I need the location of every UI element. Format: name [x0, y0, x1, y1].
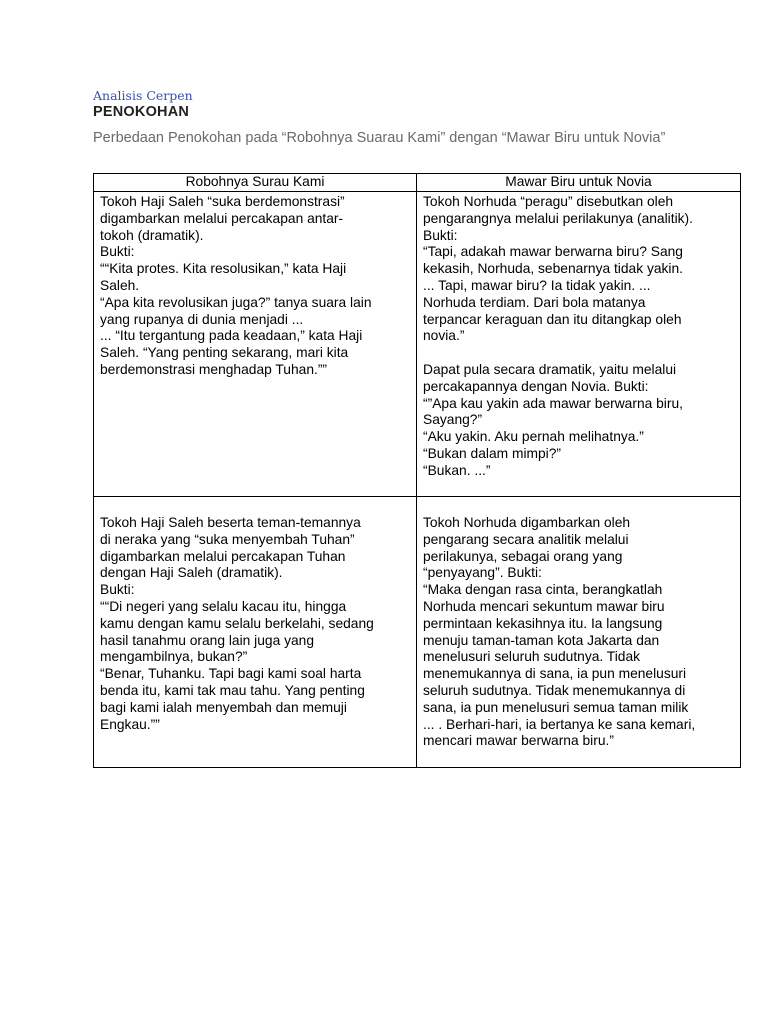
cell-line: percakapannya dengan Novia. Bukti:: [423, 378, 649, 394]
page-title: PENOKOHAN: [93, 104, 190, 120]
cell-line: Saleh. “Yang penting sekarang, mari kita: [100, 345, 349, 361]
cell-line: “Benar, Tuhanku. Tapi bagi kami soal harta: [100, 666, 362, 682]
cell-line: kamu dengan kamu selalu berkelahi, sedang: [100, 615, 374, 631]
cell-line: “Bukan dalam mimpi?”: [423, 445, 562, 461]
cell-line: perilakunya, sebagai orang yang: [423, 548, 623, 564]
cell-line: ... “Itu tergantung pada keadaan,” kata Haji: [100, 328, 363, 344]
cell-line: Tokoh Haji Saleh “suka berdemonstrasi”: [100, 194, 345, 209]
cell-line: ““Di negeri yang selalu kacau itu, hingga: [100, 598, 347, 614]
cell-line: Tokoh Norhuda “peragu” disebutkan oleh: [423, 194, 674, 209]
cell-line: digambarkan melalui percakapan Tuhan: [100, 548, 346, 564]
cell-line: Norhuda terdiam. Dari bola matanya: [423, 294, 646, 310]
cell-line: mengambilnya, bukan?”: [100, 649, 248, 665]
comparison-table: [93, 173, 741, 768]
table-row: [94, 497, 741, 768]
cell-line: “Maka dengan rasa cinta, berangkatlah: [423, 582, 663, 598]
table-cell-row1-right: [417, 192, 741, 497]
cell-line: benda itu, kami tak mau tahu. Yang penting: [100, 682, 365, 698]
cell-line: ... . Berhari-hari, ia bertanya ke sana kemari,: [423, 716, 696, 732]
cell-line: bagi kami ialah menyembah dan memuji: [100, 699, 347, 715]
column-header-mawar-biru: Mawar Biru untuk Novia: [417, 174, 741, 192]
table-cell-row2-left: [94, 497, 417, 768]
cell-line: Sayang?”: [423, 412, 483, 428]
cell-line: menelusuri seluruh sudutnya. Tidak: [423, 649, 641, 665]
cell-line: “Bukan. ...”: [423, 462, 491, 478]
document-label: Analisis Cerpen: [93, 88, 193, 103]
cell-line: “”Apa kau yakin ada mawar berwarna biru,: [423, 395, 683, 411]
cell-line: “penyayang”. Bukti:: [423, 565, 542, 581]
cell-line: tokoh (dramatik).: [100, 227, 204, 243]
column-header-robohnya: Robohnya Surau Kami: [94, 174, 417, 192]
table-cell-row2-right: [417, 497, 741, 768]
cell-line: di neraka yang “suka menyembah Tuhan”: [100, 531, 355, 547]
cell-line: Engkau.””: [100, 716, 160, 732]
cell-line: berdemonstrasi menghadap Tuhan.””: [100, 361, 328, 377]
cell-line: permintaan kekasihnya itu. Ia langsung: [423, 615, 663, 631]
cell-line: sana, ia pun menelusuri semua taman milik: [423, 699, 689, 715]
cell-line: Dapat pula secara dramatik, yaitu melalui: [423, 361, 677, 377]
cell-line: Bukti:: [100, 582, 135, 598]
cell-line: “Aku yakin. Aku pernah melihatnya.”: [423, 429, 644, 445]
cell-line: Norhuda mencari sekuntum mawar biru: [423, 598, 665, 614]
cell-line: “Tapi, adakah mawar berwarna biru? Sang: [423, 244, 683, 260]
cell-line: Bukti:: [423, 227, 458, 243]
cell-line: Tokoh Norhuda digambarkan oleh: [423, 515, 631, 530]
cell-line: ““Kita protes. Kita resolusikan,” kata Haji: [100, 261, 347, 277]
page-subtitle: Perbedaan Penokohan pada “Robohnya Suarau Kami” dengan “Mawar Biru untuk Novia”: [93, 130, 666, 146]
cell-line: pengarang secara analitik melalui: [423, 531, 629, 547]
cell-line: mencari mawar berwarna biru.”: [423, 733, 614, 749]
cell-line: kekasih, Norhuda, sebenarnya tidak yakin.: [423, 261, 683, 277]
cell-line: Saleh.: [100, 277, 140, 293]
cell-line: ... Tapi, mawar biru? Ia tidak yakin. ...: [423, 277, 651, 293]
cell-line: menemukannya di sana, ia pun menelusuri: [423, 666, 687, 682]
cell-line: menuju taman-taman kota Jakarta dan: [423, 632, 660, 648]
cell-line: terpancar keraguan dan itu ditangkap oleh: [423, 311, 682, 327]
paragraph-spacer: [423, 345, 734, 362]
cell-line: yang rupanya di dunia menjadi ...: [100, 311, 304, 327]
cell-line: Bukti:: [100, 244, 135, 260]
table-row: [94, 192, 741, 497]
cell-line: pengarangnya melalui perilakunya (analitik).: [423, 210, 693, 226]
cell-line: dengan Haji Saleh (dramatik).: [100, 565, 283, 581]
cell-line: hasil tanahmu orang lain juga yang: [100, 632, 314, 648]
table-header-row: [94, 174, 741, 192]
table-cell-row1-left: [94, 192, 417, 497]
cell-line: Tokoh Haji Saleh beserta teman-temannya: [100, 515, 361, 530]
cell-line: seluruh sudutnya. Tidak menemukannya di: [423, 682, 686, 698]
cell-line: “Apa kita revolusikan juga?” tanya suara lain: [100, 294, 372, 310]
cell-line: digambarkan melalui percakapan antar-: [100, 210, 344, 226]
cell-line: novia.”: [423, 328, 465, 344]
